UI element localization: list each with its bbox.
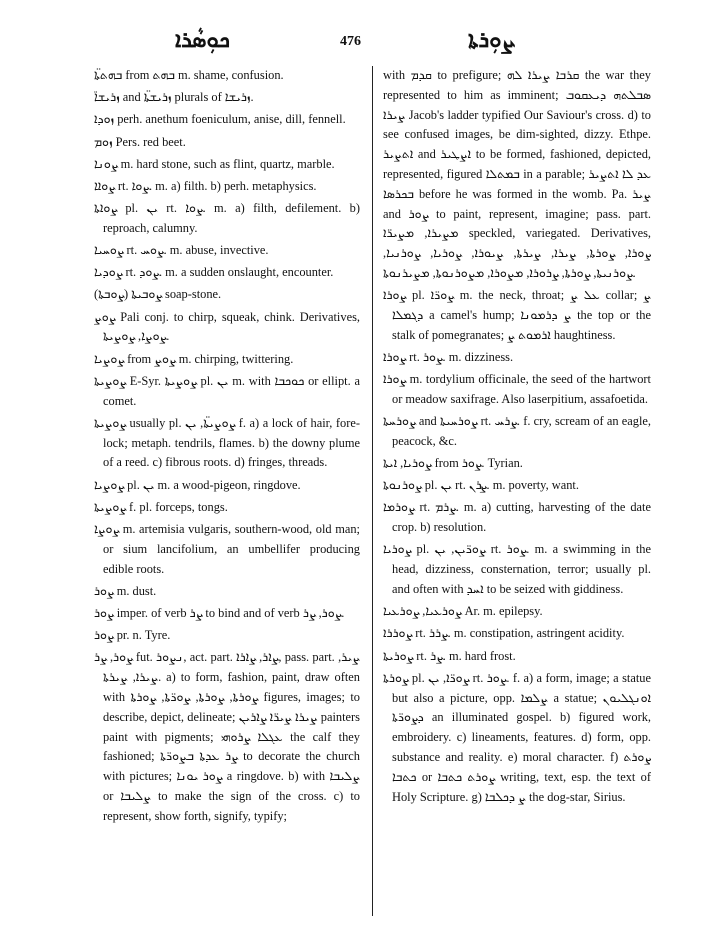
page-header <box>0 28 704 62</box>
dictionary-entry: with ܩܕܡ to prefigure; ܩܪܒܐ ܨܝܪܐ ܠܗ the war they represented to him as imminent; ܣܒܠܬܗ ܕܝܥܩܘܒ ܨܝܪܐ Jacob's ladder typified Our Saviour's cross. d) to see confused images, be dim-sighted, dizzy. Ethpe. ܐܬܨܝܪ and ܐܨܛܝܪ to be formed, fashioned, depicted, represented, figured ܒܡܬܠܐ in a parable; ܥܕ ܠܐ ܐܬܨܝܪ ܒܟܪܣܐ before he was formed in the womb. Pa. ܨܝܪ and ܨܘܪ to paint, represent, imagine; pass. part. ܡܨܝܪܐ, ܡܨܝܪ̈ܐ speckled, variegated. Derivatives, ܨܘܪܐ, ܨܘܪܬܐ, ܨܝܪܐ, ܨܝܪܬܐ, ܨܝܘܪܐ, ܨܘܪܝܐ, ܨܘܪܢܝܐ, ܨܘܪܢܝܬܐ, ܨܘܪܬܐ, ܨܪܘܪܐ, ܡܨܘܪܐ, ܡܨܘܪܢܘܬܐ, ܡܨܝܪܢܘܬܐ. <box>383 68 651 280</box>
dictionary-entry: ܨܘܪܝܐ pl. ܨܘܪ̈ܝܢ, ܝܢ rt. ܨܘܪ. m. a swimming in the head, dizziness, consternation, terror; usually pl. and often with ܐܚܕ to be seized with giddiness. <box>383 542 651 597</box>
dictionary-entry: ܨܘܪܬܐ pl. ܨܘܪ̈ܐ, ܝܢ rt. ܨܘܪ. f. a) a form, image; a statue but also a picture, opp. ܨܠܡܐ a statue; ܐܘܢܓܠܝܘܢ ܕܨܘܪ̈ܬܐ an illuminated gospel. b) figured work, embroidery. c) lineaments, features. d) form, opp. substance and reality. e) moral character. f) ܨܘܪܬ ܟܬܒܐ or ܨܘܪܬ ܟܬܒܐ writing, text, esp. the text of Holy Scripture. g) ܨ ܕܟܠܒܐ the dog-star, Sirius. <box>383 670 651 804</box>
dictionary-entry: ܨܘܪܪܐ rt. ܨܪܪ. m. constipation, astringent acidity. <box>383 626 625 641</box>
left-column <box>94 66 360 924</box>
dictionary-entry: ܨܘܪܐ m. tordylium officinale, the seed of the hartwort or meadow saxifrage. Also laserpitium, assafoetida. <box>383 372 651 406</box>
dictionary-entry: ܨܘܪܐ rt. ܨܘܪ. m. dizziness. <box>383 349 514 364</box>
dictionary-entry: ܨܘܪܥܝܐ, ܨܘܪܥܝܐ Ar. m. epilepsy. <box>383 604 543 619</box>
dictionary-entry: ܨܘܒܝܬܐ (ܨܘܒܬܐ) soap-stone. <box>94 287 222 302</box>
dictionary-entry: ܨܘܪܚܬܐ and ܨܘܪܚܝܬܐ rt. ܨܪܚ. f. cry, scream of an eagle, peacock, &c. <box>383 414 651 448</box>
dictionary-entry: ܨܘܪܝܐ, ܐܝܬܐ from ܨܘܪ. Tyrian. <box>383 456 523 471</box>
dictionary-entry: ܨܘܨ Pali conj. to chirp, squeak, chink. Derivatives, ܨܘܨܐ, ܨܘܨܝܬܐ. <box>94 309 360 344</box>
left-running-head: ܟܘܼܣܵܪܐ <box>175 28 230 53</box>
dictionary-entry: ܨܘܐܐ rt. ܨܘܐ. m. a) filth. b) perh. metaphysics. <box>94 178 317 193</box>
dictionary-entry: ܨܘܪܡܐ rt. ܨܪܡ. m. a) cutting, harvesting of the date crop. b) resolution. <box>383 500 651 535</box>
dictionary-entry: ܒܗܬܬܐ̈ from ܒܗܬ m. shame, confusion. <box>94 68 284 82</box>
dictionary-entry: ܨܘܪ imper. of verb ܨܪ to bind and of verb ܨܘܪ, ܨܪ. <box>94 605 345 620</box>
right-running-head: ܨܘܼܪܬܐ <box>468 28 514 53</box>
dictionary-entry: ܨܘܨܝܬܐ f. pl. forceps, tongs. <box>94 499 228 514</box>
dictionary-entry: ܨܘܪ pr. n. Tyre. <box>94 628 171 643</box>
dictionary-entry: ܨܘܨܝܐ pl. ܝܢ m. a wood-pigeon, ringdove. <box>94 477 301 492</box>
dictionary-entry: ܨܘܚܝܐ rt. ܨܘܚ. m. abuse, invective. <box>94 243 269 258</box>
dictionary-entry: ܨܘܨܐ m. artemisia vulgaris, southern-wood, old man; or sium lancifolium, an umbellifer producing edible roots. <box>94 521 360 576</box>
right-column <box>383 66 651 924</box>
dictionary-entry: ܨܘܢܐ m. hard stone, such as flint, quartz, marble. <box>94 156 335 171</box>
dictionary-entry: ܨܘܪܢܘܬܐ pl. ܝܢ rt. ܨܪܢ. m. poverty, want. <box>383 478 579 493</box>
dictionary-entry: ܙܘܡ Pers. red beet. <box>94 134 186 149</box>
dictionary-entry: ܙܘܕܐ perh. anethum foeniculum, anise, dill, fennell. <box>94 112 346 127</box>
dictionary-entry: ܨܘܪܐ pl. ܨܘܪ̈ܐ m. the neck, throat; ܥܠ ܨ collar; ܨ ܕܓܡܠܐ a camel's hump; ܨ ܕܪܡܘܢܐ the top or the stalk of pomegranates; ܐܪܡܘܬ ܨ haughtiness. <box>383 288 651 342</box>
page-number: 476 <box>340 34 361 49</box>
column-divider <box>372 66 373 916</box>
dictionary-entry: ܨܘܨܝܬܐ usually pl. ܨܘܨܝܬܐ̈, ܝܢ f. a) a lock of hair, fore-lock; metaph. tendrils, flames. b) the downy plume of a reed. c) fibrous roots. d) fringes, threads. <box>94 415 360 470</box>
dictionary-entry: ܙܪܝܫܐ̈ and ܙܪܝܫܬܐ̈ plurals of ܙܪܝܫܐ. <box>94 90 254 105</box>
dictionary-entry: ܨܘܨܝܐ from ܨܘܨ m. chirping, twittering. <box>94 351 294 366</box>
dictionary-entry: ܨܘܕܝܐ rt. ܨܘܕ. m. a sudden onslaught, encounter. <box>94 265 334 280</box>
dictionary-entry: ܨܘܪ m. dust. <box>94 583 157 598</box>
dictionary-entry: ܨܘܪ, ܨܪ fut. ܢܨܘܪ, act. part. ܨܐܪ, ܨܐܪܐ, pass. part. ܨܝܪ, ܨܝܪܐ, ܨܝܪܬܐ. a) to form, fashion, paint, draw often with ܨܘܪܬܐ, ܨܘܪܬܐ, ܨܘܪ̈ܬܐ, ܨܘܪܬܐ figures, images; to describe, depict, delineate; ܨܝܪܐ ܨܝܪ̈ܐ ܨܐܪܝܢ painters paint with pigments; ܥܓܠܐ ܨܪܘܗܝ the calf they fashioned; ܨܪ ܥܕܬܐ ܒܨܘܪ̈ܬܐ to decorate the church with pictures; ܨܘܪ ܝܘܢܐ a ringdove. b) with ܨܠܝܒܐ or ܨܠܝܒܐ to make the sign of the cross. c) to represent, show forth, signify, typify; <box>94 650 360 823</box>
dictionary-entry: ܨܘܐܬܐ pl. ܝܢ rt. ܨܘܐ. m. a) filth, defilement. b) reproach, calumny. <box>94 201 360 235</box>
dictionary-entry: ܨܘܨܝܬܐ E-Syr. ܨܘܨܝܬܐ pl. ܝܢ m. with ܟܘܟܒܐ or ellipt. a comet. <box>94 373 360 408</box>
dictionary-entry: ܨܘܪܝܬܐ rt. ܨܪ. m. hard frost. <box>383 648 516 663</box>
